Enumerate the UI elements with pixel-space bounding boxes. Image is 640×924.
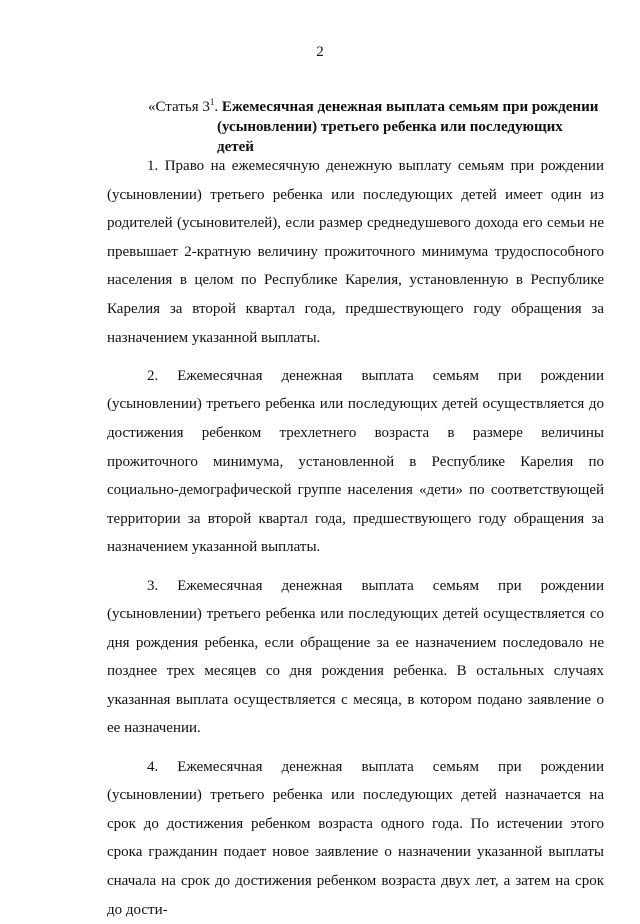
article-body	[107, 152, 604, 924]
paragraph-4: 4. Ежемесячная денежная выплата семьям при рождении (усыновлении) третьего ребенка или последующих детей назначается на срок до достижения ребенком возраста одного года. По истечении этого срока гражданин подает новое заявление о назначении указанной выплаты сначала на срок до достижения ребенком возраста двух лет, а затем на срок до дости-	[107, 758, 604, 918]
paragraph-1: 1. Право на ежемесячную денежную выплату семьям при рождении (усыновлении) третьего ребенка или последующих детей имеет один из родителей (усыновителей), если размер среднедушевого дохода его семьи не превышает 2-кратную величину прожиточного минимума трудоспособного населения в целом по Республике Карелия, установленную в Республике Карелия за второй квартал года, предшествующего году обращения за назначением указанной выплаты.	[107, 158, 604, 346]
article-prefix: «Статья 3	[148, 99, 210, 115]
paragraph-3: 3. Ежемесячная денежная выплата семьям при рождении (усыновлении) третьего ребенка или последующих детей осуществляется со дня рождения ребенка, если обращение за ее назначением последовало не позднее трех месяцев со дня рождения ребенка. В остальных случаях указанная выплата осуществляется с месяца, в котором подано заявление о ее назначении.	[107, 577, 604, 737]
article-title-line3: детей	[217, 139, 254, 155]
article-title-line1: Ежемесячная денежная выплата семьям при рождении	[221, 99, 599, 115]
paragraph-2: 2. Ежемесячная денежная выплата семьям при рождении (усыновлении) третьего ребенка или последующих детей осуществляется до достижения ребенком трехлетнего возраста в размере величины прожиточного минимума, установленной в Республике Карелия по социально-демографической группе населения «дети» по соответствующей территории за второй квартал года, предшествующего году обращения за назначением указанной выплаты.	[107, 367, 604, 556]
article-dot: .	[214, 99, 222, 115]
article-heading	[148, 97, 603, 157]
article-superscript: 1	[209, 97, 215, 107]
page-number: 2	[316, 44, 324, 60]
article-title-line2: (усыновлении) третьего ребенка или последующих	[217, 119, 563, 135]
